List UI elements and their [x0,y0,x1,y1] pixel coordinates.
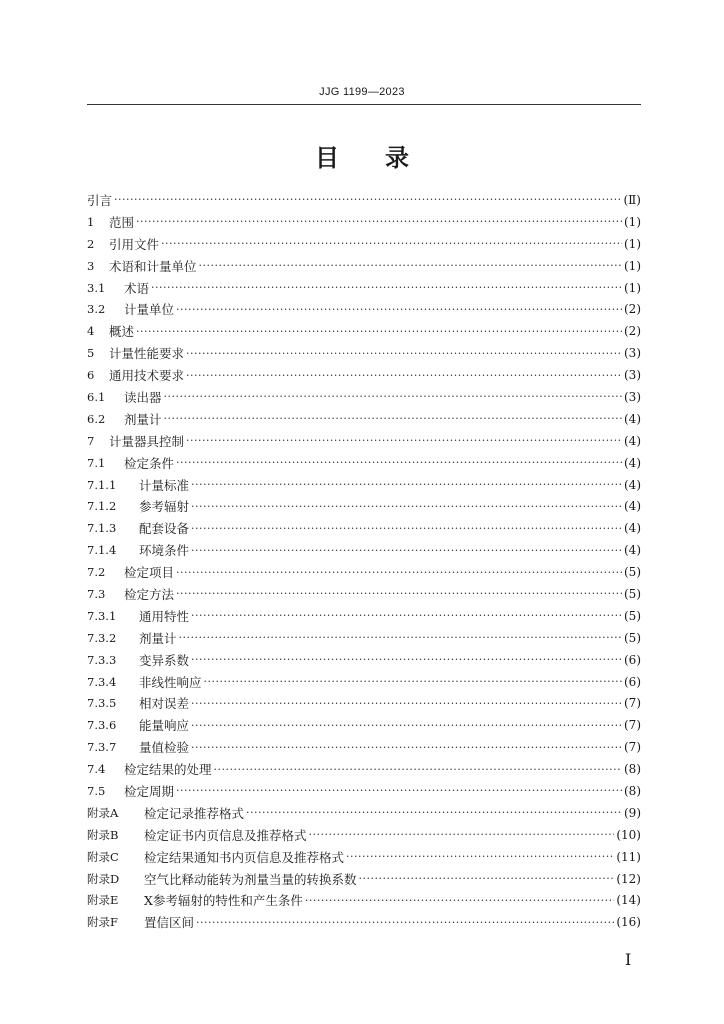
toc-entry-label: 计量标准 [139,477,190,493]
toc-entry[interactable] [87,277,641,299]
toc-entry-number: 7.3.1 [87,608,117,623]
toc-leader-dots [191,609,622,622]
toc-entry-page: (3) [624,346,641,361]
toc-entry-number: 7.5 [87,783,106,798]
toc-entry-page: (4) [624,455,641,470]
toc-entry-number: 附录D [87,871,120,886]
toc-entry[interactable] [87,298,641,320]
toc-entry-page: (4) [624,433,641,448]
toc-leader-dots [164,390,622,403]
toc-entry[interactable] [87,605,641,627]
toc-entry-label: 检定证书内页信息及推荐格式 [144,827,307,843]
toc-entry-page: (8) [624,783,641,798]
toc-entry-number: 7.3.7 [87,740,117,755]
toc-entry-number: 附录B [87,827,119,842]
toc-leader-dots [179,631,622,644]
toc-entry-page: (3) [624,368,641,383]
toc-entry-number: 2 [87,236,95,251]
toc-entry[interactable] [87,802,641,824]
toc-entry[interactable] [87,189,641,211]
toc-entry[interactable] [87,649,641,671]
toc-entry-label: 检定项目 [124,565,175,581]
toc-entry[interactable] [87,736,641,758]
toc-entry[interactable] [87,386,641,408]
toc-entry-page: (5) [624,565,641,580]
toc-leader-dots [161,237,622,250]
toc-entry-label: 非线性响应 [139,674,202,690]
toc-leader-dots [186,434,622,447]
toc-entry-page: (2) [624,324,641,339]
toc-entry[interactable] [87,758,641,780]
toc-entry-number: 7.1.2 [87,499,117,514]
toc-entry-number: 附录F [87,915,118,930]
toc-entry-label: 检定周期 [124,783,175,799]
toc-entry-label: 引用文件 [109,236,160,252]
toc-entry-label: 术语 [124,280,150,296]
toc-leader-dots [136,215,622,228]
toc-entry-page: (2) [624,302,641,317]
toc-entry[interactable] [87,430,641,452]
table-of-contents [87,189,641,933]
toc-leader-dots [176,303,622,316]
toc-entry[interactable] [87,211,641,233]
toc-entry-number: 7.1.3 [87,521,117,536]
toc-entry-number: 附录E [87,893,119,908]
toc-leader-dots [114,193,621,206]
toc-entry[interactable] [87,539,641,561]
toc-leader-dots [176,456,622,469]
toc-entry-label: 量值检验 [139,740,190,756]
toc-entry[interactable] [87,233,641,255]
toc-entry[interactable] [87,364,641,386]
toc-entry-number: 7.1 [87,455,106,470]
toc-entry-label: 检定结果通知书内页信息及推荐格式 [144,849,345,865]
toc-entry-label: 检定记录推荐格式 [144,805,245,821]
title-char-2: 录 [385,144,409,172]
toc-entry-page: (5) [624,586,641,601]
toc-entry-page: (16) [616,915,641,930]
toc-leader-dots [186,369,622,382]
toc-entry-page: (8) [624,762,641,777]
toc-leader-dots [191,478,622,491]
toc-entry-number: 3 [87,258,95,273]
toc-entry-page: (1) [624,258,641,273]
toc-entry-page: (5) [624,630,641,645]
toc-entry-label: 变异系数 [139,652,190,668]
toc-entry-label: 计量性能要求 [109,346,185,362]
toc-leader-dots [136,325,622,338]
toc-entry-page: (3) [624,389,641,404]
toc-entry[interactable] [87,627,641,649]
toc-entry[interactable] [87,780,641,802]
toc-leader-dots [359,872,615,885]
toc-entry-label: 检定方法 [124,586,175,602]
toc-entry[interactable] [87,846,641,868]
toc-leader-dots [191,653,622,666]
toc-entry[interactable] [87,714,641,736]
toc-entry-number: 7.3.6 [87,718,117,733]
toc-entry[interactable] [87,824,641,846]
toc-entry-page: (6) [624,674,641,689]
toc-leader-dots [176,566,622,579]
toc-entry-number: 7 [87,433,95,448]
toc-entry-page: (7) [624,718,641,733]
toc-entry[interactable] [87,452,641,474]
page-title [0,138,724,173]
toc-entry-label: 检定结果的处理 [124,762,212,778]
toc-leader-dots [214,763,622,776]
toc-entry-page: (4) [624,543,641,558]
toc-entry[interactable] [87,671,641,693]
toc-leader-dots [164,412,622,425]
toc-entry[interactable] [87,255,641,277]
page-number: I [625,950,632,969]
toc-leader-dots [191,544,622,557]
toc-leader-dots [176,587,622,600]
toc-entry-page: (9) [624,805,641,820]
toc-entry-page: (7) [624,696,641,711]
header-rule [87,104,641,105]
toc-entry-label: 环境条件 [139,543,190,559]
toc-entry-label: 通用特性 [139,608,190,624]
toc-entry-number: 7.3.3 [87,652,117,667]
toc-entry-number: 7.4 [87,762,106,777]
toc-entry-number: 1 [87,214,95,229]
toc-entry-page: (6) [624,652,641,667]
toc-entry-page: (1) [624,236,641,251]
toc-entry-page: (4) [624,521,641,536]
toc-entry[interactable] [87,890,641,912]
toc-entry-number: 3.1 [87,280,106,295]
toc-entry-label: 检定条件 [124,455,175,471]
toc-entry-number: 6 [87,368,95,383]
title-char-1: 目 [315,144,339,172]
toc-entry-page: (14) [616,893,641,908]
toc-entry-number: 7.1.4 [87,543,117,558]
toc-entry-label: 空气比释动能转为剂量当量的转换系数 [144,871,357,887]
toc-entry-page: (1) [624,214,641,229]
toc-entry-label: 剂量计 [124,411,162,427]
toc-entry[interactable] [87,495,641,517]
toc-entry-label: 读出器 [124,389,162,405]
toc-entry[interactable] [87,583,641,605]
toc-leader-dots [191,719,622,732]
toc-entry-page: (10) [616,827,641,842]
toc-leader-dots [346,850,614,863]
toc-entry[interactable] [87,320,641,342]
toc-leader-dots [305,894,614,907]
toc-leader-dots [176,784,622,797]
toc-leader-dots [199,259,622,272]
toc-entry-number: 6.1 [87,389,106,404]
toc-entry-number: 附录A [87,805,119,820]
toc-entry[interactable] [87,408,641,430]
toc-entry[interactable] [87,342,641,364]
toc-entry-number: 7.3 [87,586,106,601]
toc-entry-label: 能量响应 [139,718,190,734]
toc-leader-dots [191,741,622,754]
toc-entry-label: 范围 [109,214,135,230]
toc-entry-page: (11) [616,849,641,864]
toc-entry-label: 引言 [87,192,113,208]
toc-entry-number: 7.3.4 [87,674,117,689]
toc-entry-label: X参考辐射的特性和产生条件 [144,893,303,909]
toc-leader-dots [191,500,622,513]
toc-entry[interactable] [87,868,641,890]
toc-entry-label: 通用技术要求 [109,368,185,384]
toc-entry-page: (4) [624,477,641,492]
toc-entry-page: (5) [624,608,641,623]
toc-entry-page: (7) [624,740,641,755]
toc-entry-number: 7.3.2 [87,630,117,645]
toc-leader-dots [186,347,622,360]
toc-leader-dots [151,281,622,294]
toc-entry-label: 配套设备 [139,521,190,537]
toc-entry-number: 4 [87,324,95,339]
toc-entry-number: 7.2 [87,565,106,580]
toc-entry-number: 7.3.5 [87,696,117,711]
toc-leader-dots [246,806,622,819]
toc-entry[interactable] [87,474,641,496]
toc-entry[interactable] [87,692,641,714]
toc-leader-dots [191,697,622,710]
toc-entry-number: 6.2 [87,411,106,426]
toc-entry-number: 附录C [87,849,119,864]
toc-entry-page: (4) [624,499,641,514]
toc-leader-dots [309,828,615,841]
toc-entry-number: 3.2 [87,302,106,317]
toc-entry-label: 置信区间 [144,915,195,931]
toc-entry-page: (4) [624,411,641,426]
toc-entry-label: 剂量计 [139,630,177,646]
toc-leader-dots [191,522,622,535]
toc-entry-page: (Ⅱ) [623,192,641,207]
toc-entry-page: (1) [624,280,641,295]
toc-entry-label: 计量器具控制 [109,433,185,449]
toc-entry-label: 参考辐射 [139,499,190,515]
toc-entry[interactable] [87,911,641,933]
toc-entry-label: 概述 [109,324,135,340]
toc-entry-number: 7.1.1 [87,477,117,492]
document-header: JJG 1199—2023 [319,86,405,98]
toc-entry[interactable] [87,517,641,539]
toc-entry-label: 术语和计量单位 [109,258,197,274]
toc-entry[interactable] [87,561,641,583]
toc-entry-number: 5 [87,346,95,361]
toc-leader-dots [196,916,614,929]
toc-entry-label: 相对误差 [139,696,190,712]
toc-entry-label: 计量单位 [124,302,175,318]
toc-leader-dots [204,675,622,688]
toc-entry-page: (12) [616,871,641,886]
